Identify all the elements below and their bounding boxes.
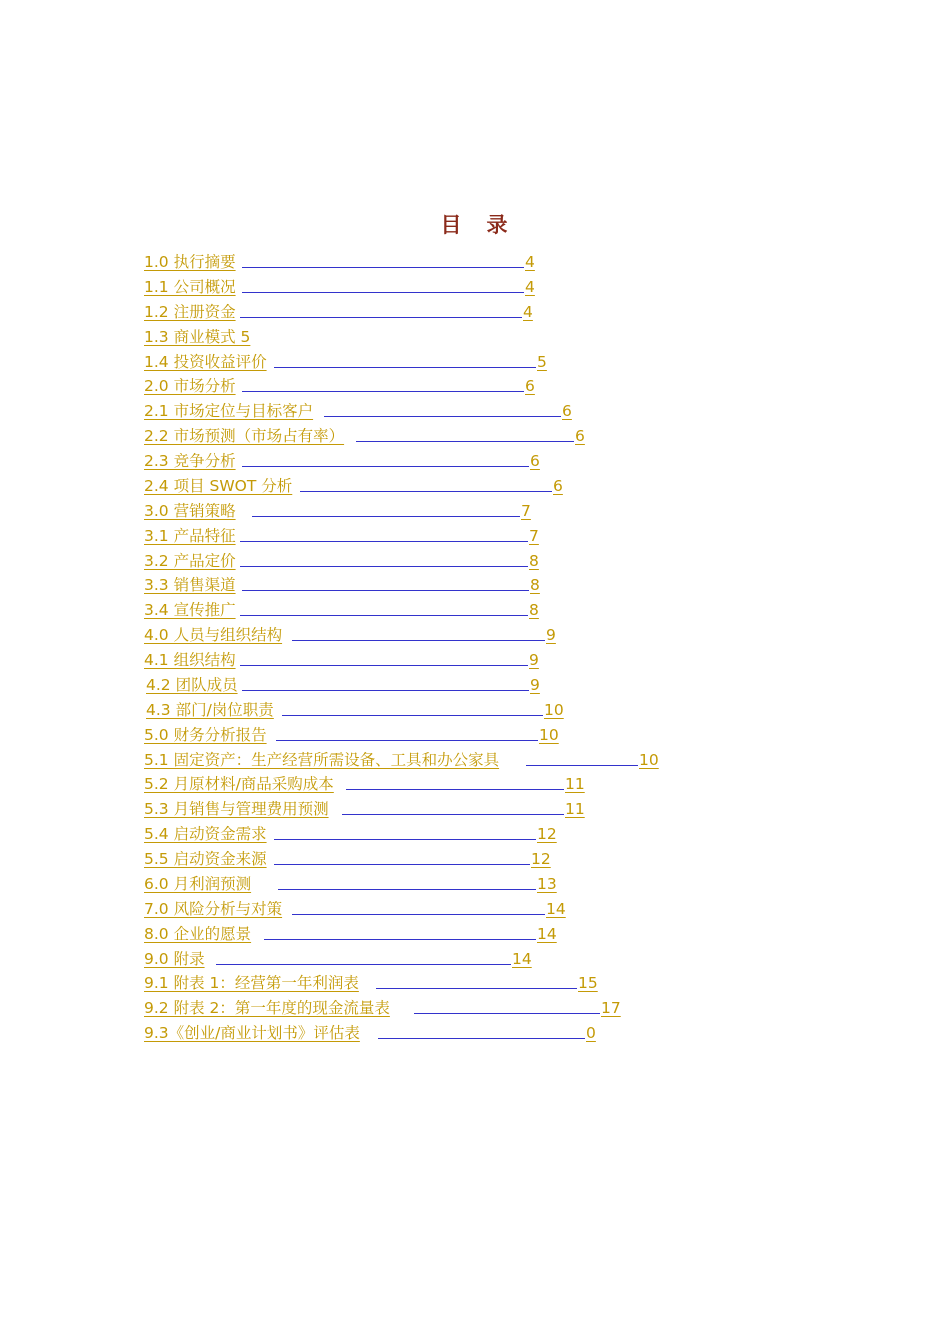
toc-page-number: 7 <box>529 526 539 545</box>
toc-entry[interactable] <box>144 948 552 970</box>
toc-leader-line <box>378 1038 585 1039</box>
toc-entry[interactable] <box>144 798 605 820</box>
toc-leader-line <box>276 740 538 741</box>
toc-page-number: 8 <box>529 601 539 620</box>
toc-leader-line <box>240 317 522 318</box>
toc-entry-label: 9.0 附录 <box>144 949 205 968</box>
toc-entry-label: 8.0 企业的愿景 <box>144 924 252 943</box>
toc-leader-line <box>240 665 528 666</box>
toc-leader-line <box>274 864 530 865</box>
toc-page-number: 14 <box>546 899 566 918</box>
toc-leader-line <box>342 814 564 815</box>
toc-entry-label: 4.0 人员与组织结构 <box>144 626 283 645</box>
toc-entry[interactable] <box>144 550 569 572</box>
toc-entry-label: 9.3《创业/商业计划书》评估表 <box>144 1024 360 1043</box>
toc-page-number: 14 <box>537 924 557 943</box>
toc-entry[interactable] <box>144 400 602 422</box>
toc-entry-label: 5.5 启动资金来源 <box>144 850 267 868</box>
toc-entry[interactable] <box>144 475 593 497</box>
toc-entry[interactable] <box>144 500 561 522</box>
toc-leader-line <box>414 1013 600 1014</box>
toc-entry-label: 3.4 宣传推广 <box>144 601 236 620</box>
toc-page-number: 0 <box>586 1024 596 1043</box>
toc-page-number: 10 <box>639 750 659 769</box>
toc-entry-label: 3.2 产品定价 <box>144 551 236 570</box>
toc-entry-label: 1.2 注册资金 <box>144 302 236 321</box>
toc-entry[interactable] <box>146 674 570 696</box>
toc-page-number: 6 <box>530 452 540 470</box>
toc-page-number: 8 <box>530 576 540 595</box>
toc-leader-line <box>242 292 524 293</box>
toc-page-number: 10 <box>544 700 564 719</box>
toc-leader-line <box>292 914 545 915</box>
toc-leader-line <box>282 715 543 716</box>
toc-page-number: 12 <box>531 850 551 868</box>
toc-leader-line <box>300 491 552 492</box>
toc-page-number: 9 <box>546 626 556 645</box>
toc-entry[interactable] <box>144 574 570 596</box>
toc-leader-line <box>376 988 577 989</box>
toc-leader-line <box>264 939 536 940</box>
toc-entry-label: 4.1 组织结构 <box>144 651 236 669</box>
toc-entry-label: 3.3 销售渠道 <box>144 576 236 595</box>
toc-entry-label: 9.1 附表 1：经营第一年利润表 <box>144 974 359 993</box>
toc-page-number: 14 <box>512 949 532 968</box>
toc-entry-label: 5.1 固定资产：生产经营所需设备、工具和办公家具 <box>144 750 500 769</box>
toc-leader-line <box>240 566 528 567</box>
toc-entry-label: 6.0 月利润预测 <box>144 874 252 893</box>
toc-entry[interactable] <box>144 375 565 397</box>
toc-entry[interactable] <box>144 599 569 621</box>
toc-entry[interactable] <box>144 724 579 746</box>
toc-entry[interactable] <box>144 351 577 373</box>
toc-entry[interactable] <box>144 873 577 895</box>
toc-page-number: 6 <box>575 427 585 446</box>
toc-page-number: 6 <box>562 402 572 421</box>
toc-entry-label: 7.0 风险分析与对策 <box>144 899 283 918</box>
toc-entry[interactable] <box>144 525 569 547</box>
toc-leader-line <box>216 964 511 965</box>
toc-entry-label: 2.3 竞争分析 <box>144 452 236 470</box>
toc-leader-line <box>526 765 638 766</box>
toc-entry[interactable] <box>144 773 605 795</box>
toc-page-number: 11 <box>565 800 585 819</box>
toc-entry[interactable] <box>144 823 577 845</box>
toc-page-number: 9 <box>530 675 540 694</box>
toc-entry-label: 9.2 附表 2：第一年度的现金流量表 <box>144 999 390 1018</box>
toc-leader-line <box>274 367 536 368</box>
toc-entry[interactable] <box>144 301 563 323</box>
toc-leader-line <box>324 416 561 417</box>
toc-entry-label: 5.2 月原材料/商品采购成本 <box>144 775 334 794</box>
toc-entry-label: 1.3 商业模式 5 <box>144 327 251 346</box>
toc-entry-label: 4.2 团队成员 <box>146 675 238 694</box>
toc-entry[interactable] <box>144 326 251 348</box>
toc-leader-line <box>242 267 524 268</box>
toc-entry-label: 1.1 公司概况 <box>144 277 236 296</box>
toc-entry-label: 2.0 市场分析 <box>144 377 236 396</box>
toc-entry[interactable] <box>144 997 641 1019</box>
toc-entry-label: 3.0 营销策略 <box>144 501 236 520</box>
toc-entry[interactable] <box>144 898 586 920</box>
toc-entry[interactable] <box>144 649 569 671</box>
toc-leader-line <box>292 640 545 641</box>
toc-page-number: 4 <box>523 302 533 321</box>
toc-page-number: 4 <box>525 277 535 296</box>
toc-entry-label: 2.2 市场预测（市场占有率） <box>144 427 345 446</box>
toc-entry-label: 2.4 项目 SWOT 分析 <box>144 476 293 495</box>
toc-page-number: 5 <box>537 352 547 371</box>
page-title: 目 录 <box>440 213 510 237</box>
toc-page-number: 12 <box>537 825 557 844</box>
toc-page-number: 15 <box>578 974 598 993</box>
toc-leader-line <box>274 839 536 840</box>
toc-entry-label: 3.1 产品特征 <box>144 526 236 545</box>
toc-leader-line <box>242 466 529 467</box>
toc-page-number: 17 <box>601 999 621 1018</box>
toc-leader-line <box>242 690 529 691</box>
toc-page-number: 10 <box>539 725 559 744</box>
toc-entry-label: 5.4 启动资金需求 <box>144 825 267 844</box>
toc-entry-label: 5.3 月销售与管理费用预测 <box>144 800 329 819</box>
toc-page-number: 4 <box>525 253 535 271</box>
toc-entry-label: 1.4 投资收益评价 <box>144 352 267 371</box>
toc-page-number: 6 <box>525 377 535 396</box>
toc-page-number: 9 <box>529 651 539 669</box>
toc-page-number: 8 <box>529 551 539 570</box>
toc-entry-label: 2.1 市场定位与目标客户 <box>144 402 314 421</box>
toc-leader-line <box>242 391 524 392</box>
toc-page-number: 7 <box>521 501 531 520</box>
toc-entry-label: 4.3 部门/岗位职责 <box>146 700 274 719</box>
toc-entry[interactable] <box>144 251 565 273</box>
toc-page-number: 11 <box>565 775 585 794</box>
toc-entry[interactable] <box>144 624 586 646</box>
toc-leader-line <box>252 516 520 517</box>
toc-entry[interactable] <box>144 425 615 447</box>
toc-entry[interactable] <box>144 749 679 771</box>
toc-entry[interactable] <box>144 923 577 945</box>
toc-leader-line <box>240 615 528 616</box>
toc-entry[interactable] <box>146 699 584 721</box>
toc-entry[interactable] <box>144 276 565 298</box>
toc-page-number: 6 <box>553 476 563 495</box>
toc-leader-line <box>346 789 564 790</box>
toc-entry[interactable] <box>144 972 618 994</box>
toc-leader-line <box>242 590 529 591</box>
toc-entry[interactable] <box>144 1022 626 1044</box>
toc-page-number: 13 <box>537 874 557 893</box>
toc-entry-label: 1.0 执行摘要 <box>144 253 236 271</box>
toc-leader-line <box>240 541 528 542</box>
toc-entry[interactable] <box>144 450 570 472</box>
toc-leader-line <box>278 889 536 890</box>
toc-leader-line <box>356 441 574 442</box>
toc-entry[interactable] <box>144 848 571 870</box>
toc-entry-label: 5.0 财务分析报告 <box>144 725 267 744</box>
